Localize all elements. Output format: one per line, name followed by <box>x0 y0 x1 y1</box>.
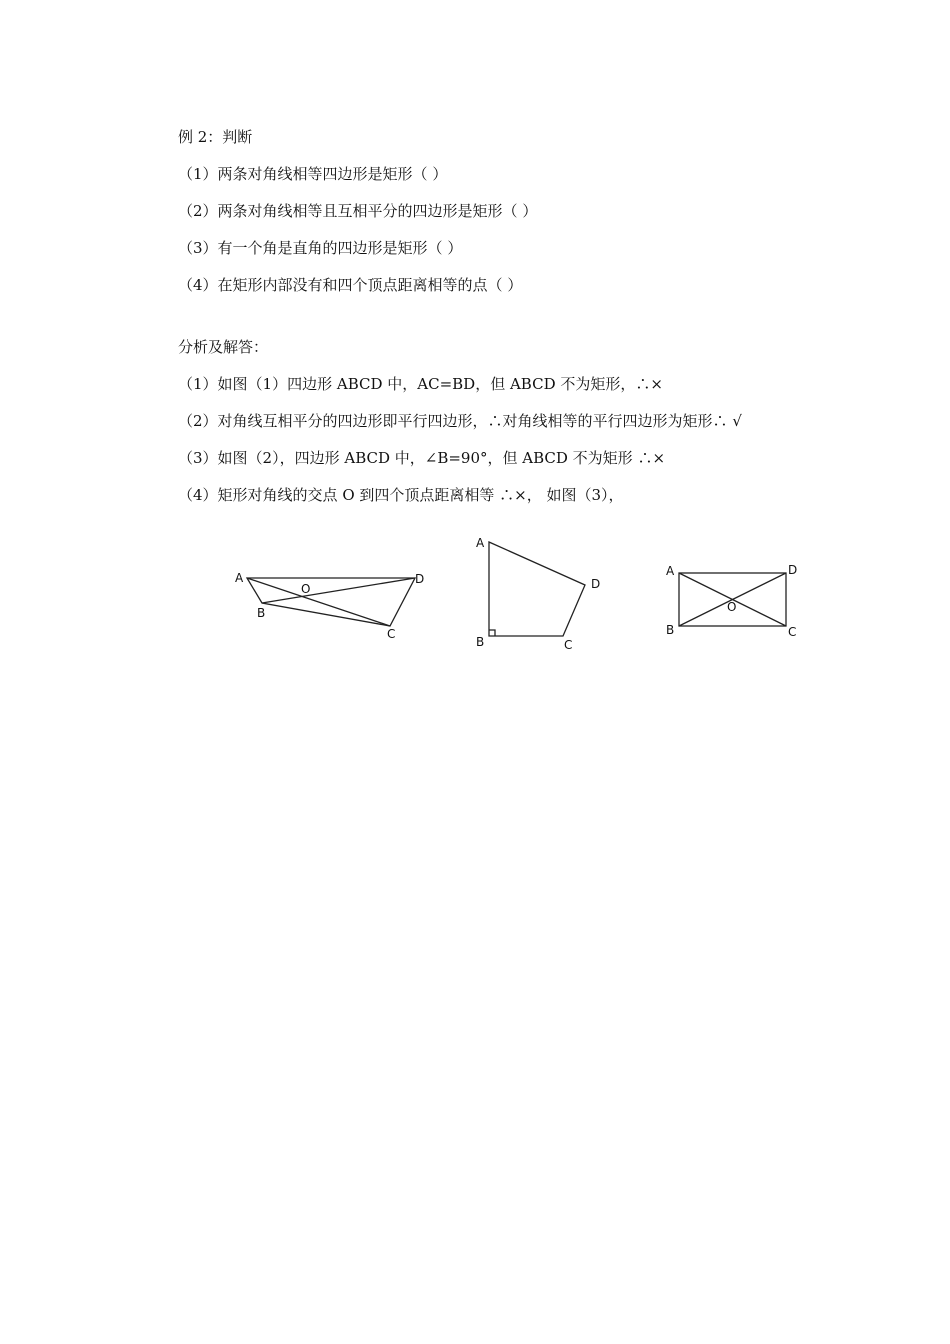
example-item-2: （2）两条对角线相等且互相平分的四边形是矩形（ ） <box>178 202 538 220</box>
figure-2-quadrilateral <box>470 530 610 655</box>
example-item-1: （1）两条对角线相等四边形是矩形（ ） <box>178 165 448 183</box>
analysis-item-4: （4）矩形对角线的交点 O 到四个顶点距离相等 ∴×， 如图（3）， <box>178 486 624 504</box>
fig3-label-b: B <box>666 623 675 637</box>
fig2-label-d: D <box>591 577 601 591</box>
fig1-label-c: C <box>387 627 396 641</box>
analysis-item-3: （3）如图（2），四边形 ABCD 中，∠B=90°，但 ABCD 不为矩形 ∴× <box>178 449 666 467</box>
fig2-label-a: A <box>476 536 485 550</box>
example-title: 例 2：判断 <box>178 128 253 146</box>
fig1-label-d: D <box>415 572 425 586</box>
fig3-label-a: A <box>666 564 675 578</box>
figure-1-quadrilateral <box>230 565 430 650</box>
fig1-label-a: A <box>235 571 244 585</box>
figure-3-rectangle <box>660 555 810 645</box>
example-item-3: （3）有一个角是直角的四边形是矩形（ ） <box>178 239 463 257</box>
example-item-4: （4）在矩形内部没有和四个顶点距离相等的点（ ） <box>178 276 523 294</box>
fig2-label-c: C <box>564 638 573 652</box>
fig3-label-o: O <box>727 600 737 614</box>
analysis-item-2: （2）对角线互相平分的四边形即平行四边形，∴对角线相等的平行四边形为矩形∴ √ <box>178 412 742 430</box>
analysis-item-1: （1）如图（1）四边形 ABCD 中，AC=BD，但 ABCD 不为矩形，∴× <box>178 375 663 393</box>
fig1-label-b: B <box>257 606 266 620</box>
fig3-label-c: C <box>788 625 797 639</box>
analysis-title: 分析及解答： <box>178 338 269 356</box>
fig2-label-b: B <box>476 635 485 649</box>
fig1-label-o: O <box>301 582 311 596</box>
fig3-label-d: D <box>788 563 798 577</box>
